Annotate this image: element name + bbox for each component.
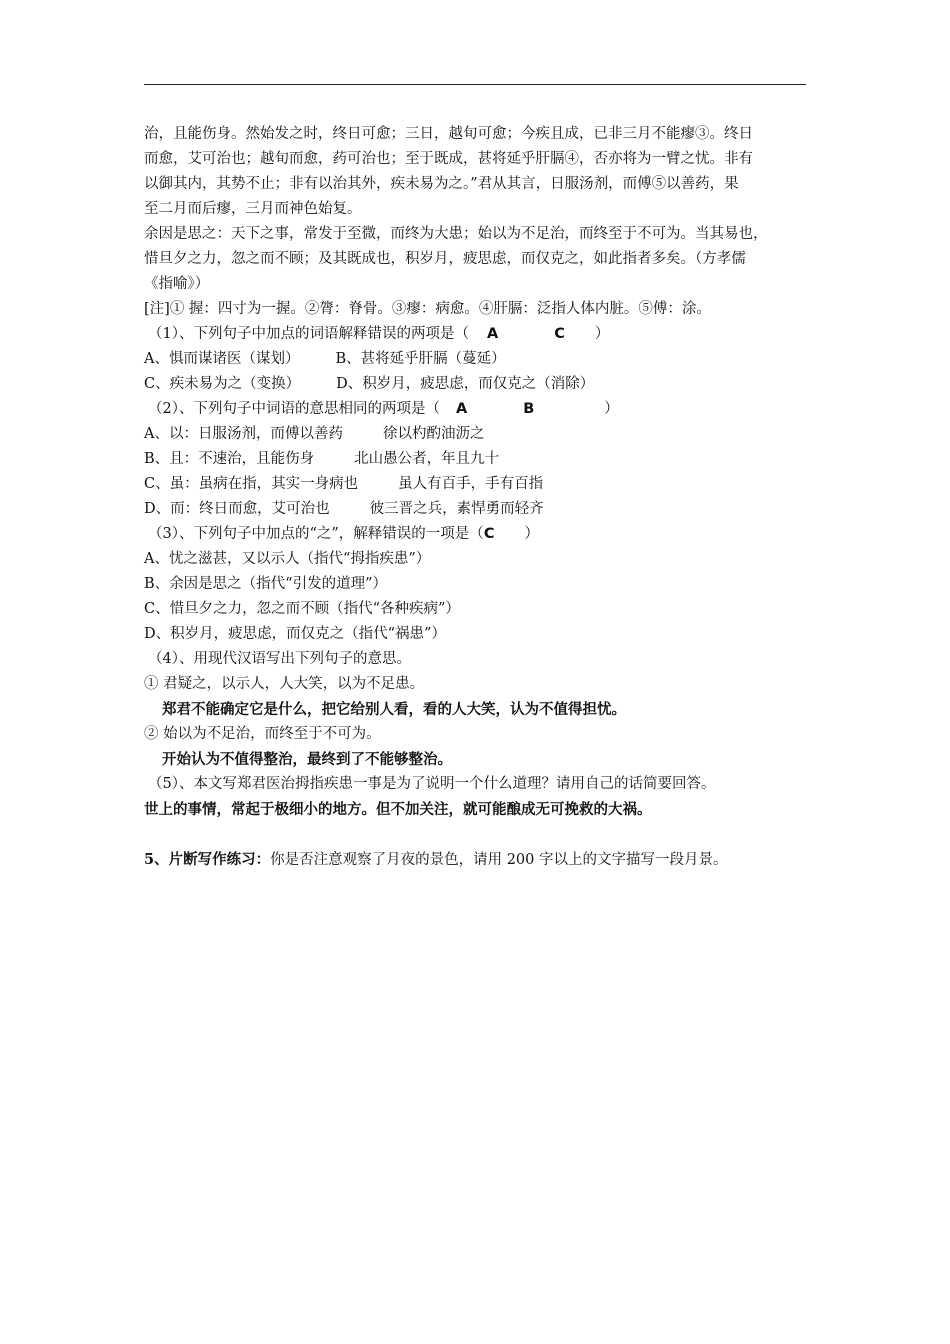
writing-exercise-label: 5、片断写作练习： <box>144 851 271 868</box>
question-1-answer-b: C <box>554 326 565 342</box>
option-line: D、而：终日而愈，艾可治也 彼三晋之兵，素悍勇而轻齐 <box>144 501 544 517</box>
passage-line: 《指喻》） <box>144 276 210 292</box>
question-5-stem: （5）、本文写郑君医治拇指疾患一事是为了说明一个什么道理？请用自己的话简要回答。 <box>148 776 716 792</box>
passage-line: 治，且能伤身。然始发之时，终日可愈；三日，越旬可愈；今疾且成，已非三月不能瘳③。终日 <box>144 126 753 142</box>
passage-line: 而愈，艾可治也；越旬而愈，药可治也；至于既成，甚将延乎肝膈④，否亦将为一臂之忧。非有 <box>144 151 753 167</box>
option-line: B、余因是思之（指代“引发的道理”） <box>144 576 387 592</box>
question-3: （3）、下列句子中加点的“之”，解释错误的一项是（C ） <box>148 526 539 542</box>
question-1-answer-a: A <box>486 326 499 342</box>
writing-exercise <box>144 847 820 873</box>
header-rule <box>144 84 806 85</box>
passage-line: 至二月而后瘳，三月而神色始复。 <box>144 201 362 217</box>
question-4-sentence-1: ① 君疑之，以示人，人大笑，以为不足患。 <box>144 676 425 692</box>
passage-line: 余因是思之：天下之事，常发于至微，而终为大患；始以为不足治，而终至于不可为。当其易也， <box>144 226 768 242</box>
document-body <box>144 122 820 873</box>
option-line: B、且：不速治，且能伤身 北山愚公者，年且九十 <box>144 451 500 467</box>
option-line: A、惧而谋诸医（谋划） B、甚将延乎肝膈（蔓延） <box>144 351 506 367</box>
passage-line: 以御其内，其势不止；非有以治其外，疾未易为之。”君从其言，日服汤剂，而傅⑤以善药，果 <box>144 176 739 192</box>
question-3-answer: C <box>483 526 495 542</box>
question-1-stem: （1）、下列句子中加点的词语解释错误的两项是（ <box>148 326 469 342</box>
option-line: C、虽：虽病在指，其实一身病也 虽人有百手，手有百指 <box>144 476 544 492</box>
option-line: C、惜旦夕之力，忽之而不顾（指代“各种疾病”） <box>144 601 460 617</box>
question-4-sentence-2: ② 始以为不足治，而终至于不可为。 <box>144 726 381 742</box>
option-line: D、积岁月，疲思虑，而仅克之（指代“祸患”） <box>144 626 446 642</box>
option-line: A、以：日服汤剂，而傅以善药 徐以杓酌油沥之 <box>144 426 485 442</box>
question-3-stem: （3）、下列句子中加点的“之”，解释错误的一项是（ <box>148 526 484 542</box>
question-4-answer-2: 开始认为不值得整治，最终到了不能够整治。 <box>162 751 452 768</box>
option-line: A、忧之滋甚，又以示人（指代“拇指疾患”） <box>144 551 431 567</box>
option-line: C、疾未易为之（变换） D、积岁月，疲思虑，而仅克之（消除） <box>144 376 595 392</box>
question-4-stem: （4）、用现代汉语写出下列句子的意思。 <box>148 651 411 667</box>
question-2-answer-a: A <box>455 401 468 417</box>
footnote-line: [注]① 握：四寸为一握。②膂：脊骨。③瘳：病愈。④肝膈：泛指人体内脏。⑤傅：涂。 <box>144 301 711 317</box>
question-4-answer-1: 郑君不能确定它是什么，把它给别人看，看的人大笑，认为不值得担忧。 <box>162 701 626 718</box>
question-1: （1）、下列句子中加点的词语解释错误的两项是（ A C ） <box>148 326 610 342</box>
question-5-answer: 世上的事情，常起于极细小的地方。但不加关注，就可能酿成无可挽救的大祸。 <box>144 801 652 818</box>
question-2-stem: （2）、下列句子中词语的意思相同的两项是（ <box>148 401 440 417</box>
question-2-answer-b: B <box>523 401 535 417</box>
question-2: （2）、下列句子中词语的意思相同的两项是（ A B ） <box>148 401 619 417</box>
writing-exercise-text: 你是否注意观察了月夜的景色，请用 200 字以上的文字描写一段月景。 <box>270 852 728 868</box>
passage-line: 惜旦夕之力，忽之而不顾；及其既成也，积岁月，疲思虑，而仅克之，如此指者多矣。（方孝儒 <box>144 251 746 267</box>
